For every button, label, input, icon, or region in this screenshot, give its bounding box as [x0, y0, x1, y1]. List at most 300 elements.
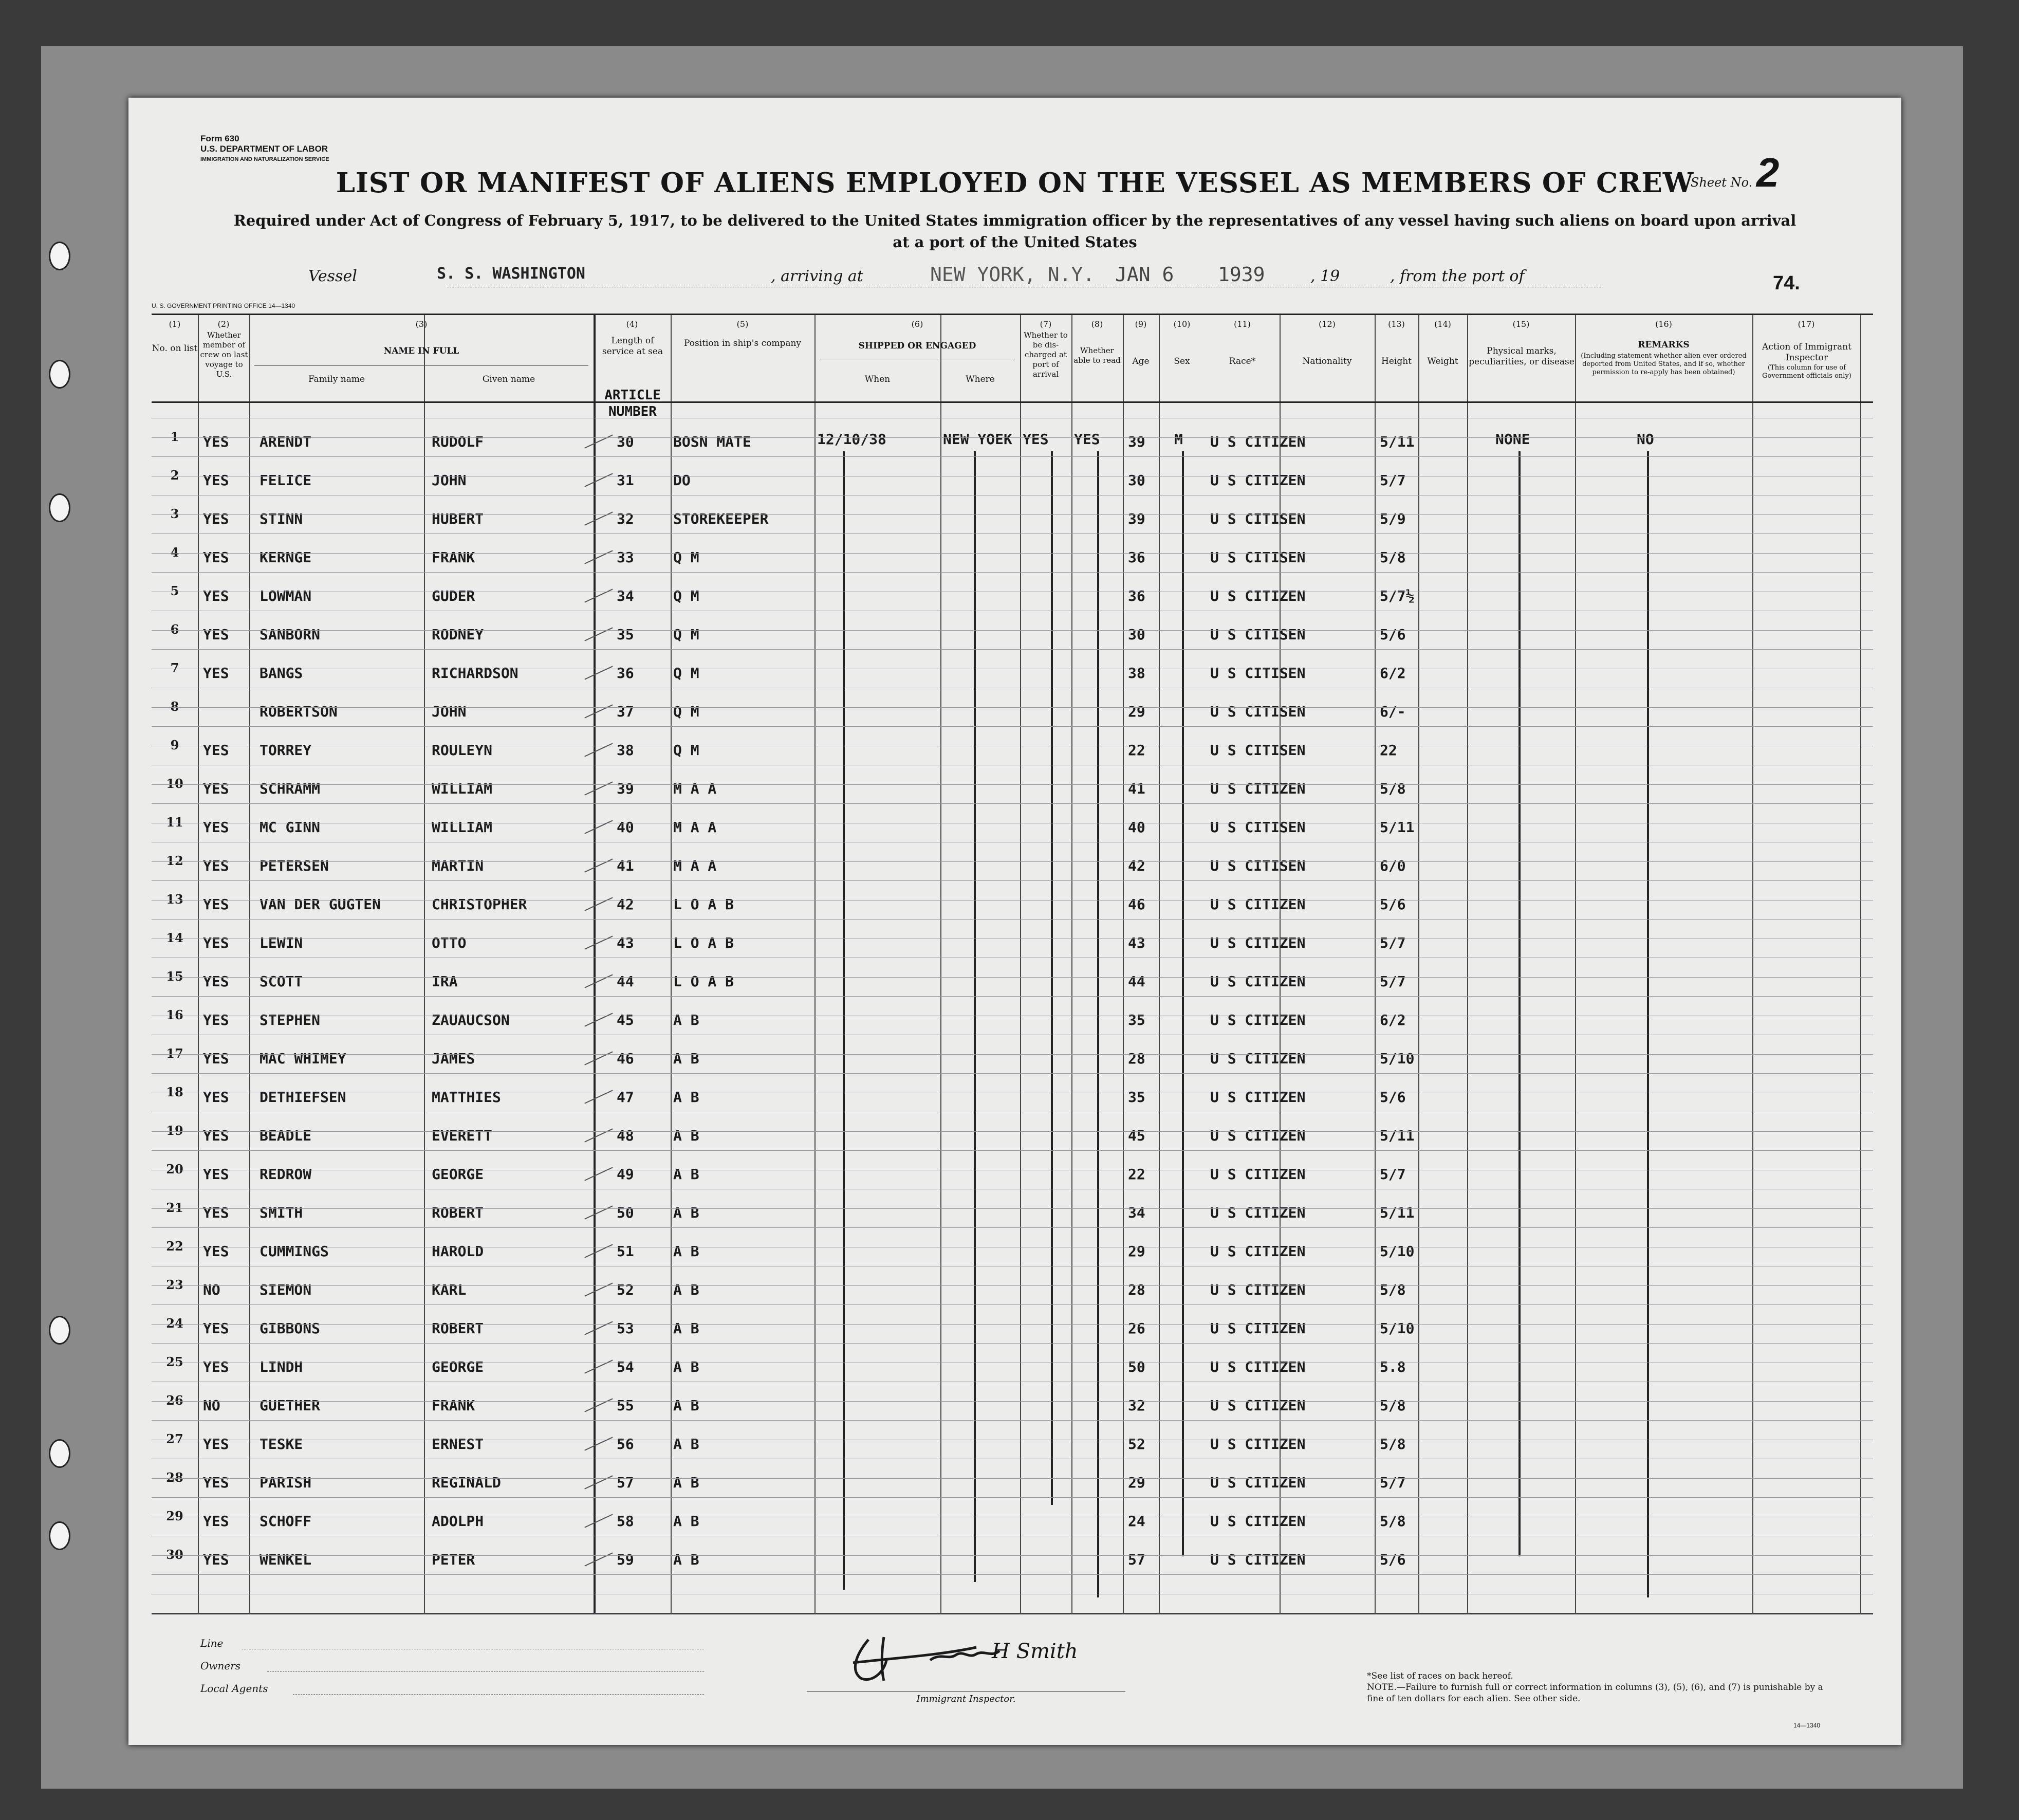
given-name: RICHARDSON [432, 665, 518, 682]
ruled-line [152, 726, 1873, 727]
year-prefix: , 19 [1310, 267, 1340, 285]
form-header [200, 134, 329, 164]
height: 5/7 [1380, 1474, 1406, 1491]
last-voyage-value: YES [203, 1474, 229, 1491]
ruled-line [152, 1131, 1873, 1132]
position: Q M [673, 742, 699, 759]
header-age: Age [1132, 356, 1150, 366]
race-nationality: U S CITIZEN [1210, 1320, 1306, 1337]
ruled-line [152, 1420, 1873, 1421]
height: 5/11 [1380, 1204, 1415, 1221]
last-voyage-value: YES [203, 1436, 229, 1453]
column-number: (16) [1655, 319, 1672, 329]
race-nationality: U S CITISEN [1210, 819, 1306, 836]
age: 35 [1128, 1089, 1145, 1106]
row-number: 25 [166, 1354, 183, 1369]
family-name: REDROW [260, 1166, 312, 1183]
ditto-mark [1182, 451, 1184, 1556]
check-tick [584, 1128, 613, 1142]
position: A B [673, 1166, 699, 1183]
last-voyage-value: YES [203, 780, 229, 797]
height: 5.8 [1380, 1358, 1406, 1375]
article-number: 41 [617, 857, 634, 874]
last-voyage-value: YES [203, 934, 229, 951]
article-number: 51 [617, 1243, 634, 1260]
header-nationality: Nationality [1302, 356, 1352, 366]
race-nationality: U S CITIZEN [1210, 1012, 1306, 1028]
column-number: (7) [1040, 319, 1052, 329]
check-tick [584, 1167, 613, 1181]
family-name: TORREY [260, 742, 312, 759]
check-tick [584, 1359, 613, 1373]
from-port-label: , from the port of [1390, 267, 1525, 285]
height: 5/10 [1380, 1243, 1415, 1260]
position: Q M [673, 549, 699, 566]
age: 28 [1128, 1281, 1145, 1298]
height: 22 [1380, 742, 1397, 759]
article-number: 38 [617, 742, 634, 759]
position: M A A [673, 857, 717, 874]
position: A B [673, 1320, 699, 1337]
given-name: CHRISTOPHER [432, 896, 527, 913]
article-number: 33 [617, 549, 634, 566]
ruled-line [152, 803, 1873, 804]
family-name: SCOTT [260, 973, 303, 990]
row-number: 23 [166, 1277, 183, 1292]
row-number: 17 [166, 1046, 183, 1061]
header-remarks: REMARKS [1638, 340, 1690, 350]
table-row [152, 1084, 1873, 1119]
ruled-line [152, 572, 1873, 573]
article-number: 58 [617, 1513, 634, 1530]
family-name: WENKEL [260, 1551, 312, 1568]
height: 6/- [1380, 703, 1406, 720]
race-nationality: U S CITIZEN [1210, 1551, 1306, 1568]
position: A B [673, 1358, 699, 1375]
family-name: ROBERTSON [260, 703, 338, 720]
height: 5/8 [1380, 780, 1406, 797]
given-name: FRANK [432, 1397, 475, 1414]
article-number: 47 [617, 1089, 634, 1106]
row-number: 11 [166, 815, 183, 830]
age: 42 [1128, 857, 1145, 874]
table-row [152, 506, 1873, 541]
race-nationality: U S CITIZEN [1210, 780, 1306, 797]
last-voyage-value: YES [203, 1243, 229, 1260]
age: 22 [1128, 1166, 1145, 1183]
position: Q M [673, 587, 699, 604]
ruled-line [152, 649, 1873, 650]
discharged-value: YES [1023, 431, 1049, 448]
row-number: 7 [170, 660, 179, 675]
height: 6/2 [1380, 665, 1406, 682]
article-number: 45 [617, 1012, 634, 1028]
column-number: (12) [1319, 319, 1336, 329]
department: U.S. DEPARTMENT OF LABOR [200, 144, 328, 154]
ruled-line [152, 707, 1873, 708]
ruled-line [152, 861, 1873, 862]
table-row [152, 1431, 1873, 1466]
height: 6/0 [1380, 857, 1406, 874]
race-nationality: U S CITISEN [1210, 626, 1306, 643]
race-nationality: U S CITIZEN [1210, 472, 1306, 489]
table-row [152, 776, 1873, 811]
article-number: 53 [617, 1320, 634, 1337]
header-action-note: (This column for use of Government officials only) [1762, 364, 1851, 380]
height: 5/8 [1380, 1513, 1406, 1530]
given-name: JAMES [432, 1050, 475, 1067]
age: 35 [1128, 1012, 1145, 1028]
row-number: 22 [166, 1239, 183, 1254]
ruled-line [152, 1324, 1873, 1325]
height: 5/6 [1380, 896, 1406, 913]
signature-text: H Smith [992, 1640, 1078, 1663]
race-nationality: U S CITISEN [1210, 665, 1306, 682]
given-name: ERNEST [432, 1436, 484, 1453]
position: Q M [673, 665, 699, 682]
column-number: (15) [1512, 319, 1530, 329]
family-name: VAN DER GUGTEN [260, 896, 381, 913]
check-tick [584, 589, 613, 602]
last-voyage-value: YES [203, 1089, 229, 1106]
article-number: 30 [617, 433, 634, 450]
header-height: Height [1381, 356, 1412, 366]
race-nationality: U S CITIZEN [1210, 1204, 1306, 1221]
ruled-line [152, 1343, 1873, 1344]
age: 50 [1128, 1358, 1145, 1375]
last-voyage-value: YES [203, 896, 229, 913]
check-tick [584, 743, 613, 757]
given-name: GUDER [432, 587, 475, 604]
age: 43 [1128, 934, 1145, 951]
position: M A A [673, 780, 717, 797]
column-number: (2) [217, 319, 230, 329]
footer-labels [200, 1632, 268, 1700]
ruled-line [152, 880, 1873, 881]
last-voyage-value: YES [203, 1204, 229, 1221]
age: 44 [1128, 973, 1145, 990]
row-number: 29 [166, 1509, 183, 1523]
height: 5/6 [1380, 1551, 1406, 1568]
height: 5/11 [1380, 1127, 1415, 1144]
race-nationality: U S CITIZEN [1210, 1127, 1306, 1144]
height: 5/11 [1380, 433, 1415, 450]
table-row [152, 545, 1873, 580]
race-nationality: U S CITIZEN [1210, 1050, 1306, 1067]
article-number: 32 [617, 510, 634, 527]
check-tick [584, 1552, 613, 1566]
ruled-line [152, 1150, 1873, 1151]
article-number: 43 [617, 934, 634, 951]
ditto-mark [1518, 451, 1521, 1556]
ruled-line [152, 437, 1873, 438]
ditto-mark [1051, 451, 1053, 1505]
table-row [152, 1509, 1873, 1543]
header-position: Position in ship's company [683, 338, 802, 348]
column-number: (5) [736, 319, 749, 329]
ruled-line [152, 1401, 1873, 1402]
height: 5/8 [1380, 1397, 1406, 1414]
ruled-line [152, 1574, 1873, 1575]
table-row [152, 1046, 1873, 1081]
age: 39 [1128, 433, 1145, 450]
header-sex: Sex [1174, 356, 1190, 366]
last-voyage-value: YES [203, 510, 229, 527]
position: A B [673, 1551, 699, 1568]
able-to-read-value: YES [1074, 431, 1100, 448]
race-nationality: U S CITIZEN [1210, 1474, 1306, 1491]
given-name: KARL [432, 1281, 467, 1298]
check-tick [584, 897, 613, 911]
row-number: 14 [166, 930, 183, 945]
position: L O A B [673, 896, 734, 913]
ruled-line [152, 1285, 1873, 1286]
header-remarks-note: (Including statement whether alien ever ordered deported from United States, and if so, whether permission to re-apply has been obtained) [1581, 352, 1747, 376]
age: 29 [1128, 703, 1145, 720]
age: 36 [1128, 549, 1145, 566]
given-name: FRANK [432, 549, 475, 566]
height: 5/7 [1380, 973, 1406, 990]
given-name: ZAUAUCSON [432, 1012, 510, 1028]
last-voyage-value: YES [203, 1012, 229, 1028]
header-able-to-read: Whether able to read [1073, 346, 1121, 365]
age: 57 [1128, 1551, 1145, 1568]
last-voyage-value: YES [203, 1551, 229, 1568]
table-row [152, 583, 1873, 618]
table-row [152, 1547, 1873, 1582]
header-physical-marks: Physical marks, peculiarities, or disease [1469, 346, 1575, 367]
crew-table [152, 314, 1873, 1614]
family-name: SCHRAMM [260, 780, 321, 797]
race-nationality: U S CITIZEN [1210, 1243, 1306, 1260]
check-tick [584, 974, 613, 988]
ruled-line [152, 919, 1873, 920]
age: 29 [1128, 1243, 1145, 1260]
position: A B [673, 1050, 699, 1067]
position: A B [673, 1127, 699, 1144]
last-voyage-value: YES [203, 665, 229, 682]
race-nationality: U S CITIZEN [1210, 973, 1306, 990]
article-number: 36 [617, 665, 634, 682]
ditto-mark [1097, 451, 1099, 1597]
age: 40 [1128, 819, 1145, 836]
article-number: 48 [617, 1127, 634, 1144]
page-subtitle: Required under Act of Congress of February 5, 1917, to be delivered to the United States immigration officer by the representatives of any vessel having such aliens on board upon arrival at a port of the United States [233, 212, 1796, 251]
last-voyage-value: YES [203, 1166, 229, 1183]
sex-value: M [1174, 431, 1183, 448]
given-name: GEORGE [432, 1358, 484, 1375]
column-number: (3) [415, 319, 428, 329]
position: A B [673, 1513, 699, 1530]
position: A B [673, 1089, 699, 1106]
age: 38 [1128, 665, 1145, 682]
column-number: (1) [169, 319, 181, 329]
position: A B [673, 1281, 699, 1298]
arriving-label: , arriving at [771, 267, 863, 285]
last-voyage-value: YES [203, 819, 229, 836]
column-number: (14) [1434, 319, 1451, 329]
table-row [152, 468, 1873, 503]
check-tick [584, 434, 613, 448]
arrival-date: JAN 6 [1115, 263, 1174, 286]
check-tick [584, 1013, 613, 1026]
given-name: GEORGE [432, 1166, 484, 1183]
check-tick [584, 473, 613, 487]
table-row [152, 1277, 1873, 1312]
given-name: ROBERT [432, 1320, 484, 1337]
family-name: ARENDT [260, 433, 312, 450]
punch-hole [49, 242, 70, 270]
punch-hole [49, 360, 70, 389]
footer-notes [1367, 1670, 1840, 1704]
check-tick [584, 781, 613, 795]
check-tick [584, 935, 613, 949]
table-row [152, 622, 1873, 657]
height: 5/6 [1380, 1089, 1406, 1106]
family-name: SANBORN [260, 626, 321, 643]
race-nationality: U S CITIZEN [1210, 433, 1306, 450]
family-name: DETHIEFSEN [260, 1089, 346, 1106]
table-row [152, 930, 1873, 965]
age: 45 [1128, 1127, 1145, 1144]
check-tick [584, 1051, 613, 1065]
race-nationality: U S CITIZEN [1210, 1358, 1306, 1375]
ruled-line [152, 456, 1873, 457]
article-number: 42 [617, 896, 634, 913]
race-nationality: U S CITIZEN [1210, 896, 1306, 913]
ruled-line [152, 977, 1873, 978]
family-name: GUETHER [260, 1397, 321, 1414]
check-tick [584, 1475, 613, 1489]
signature-line [807, 1691, 1125, 1692]
given-name: REGINALD [432, 1474, 501, 1491]
race-nationality: U S CITIZEN [1210, 587, 1306, 604]
article-number: 57 [617, 1474, 634, 1491]
header-no-on-list: No. on list [152, 343, 198, 354]
article-number: 55 [617, 1397, 634, 1414]
check-tick [584, 627, 613, 641]
row-number: 19 [166, 1123, 183, 1138]
article-number: 44 [617, 973, 634, 990]
ditto-mark [843, 451, 845, 1590]
article-number: 56 [617, 1436, 634, 1453]
age: 24 [1128, 1513, 1145, 1530]
vessel-label: Vessel [308, 267, 357, 285]
column-number: (11) [1234, 319, 1251, 329]
given-name: OTTO [432, 934, 467, 951]
family-name: LOWMAN [260, 587, 312, 604]
check-tick [584, 1437, 613, 1450]
height: 6/2 [1380, 1012, 1406, 1028]
race-note: *See list of races on back hereof. [1367, 1671, 1513, 1681]
header-where: Where [966, 374, 995, 384]
punch-hole [49, 1521, 70, 1550]
article-number: 54 [617, 1358, 634, 1375]
row-number: 5 [170, 583, 179, 598]
row-number: 4 [170, 545, 179, 560]
article-number: 31 [617, 472, 634, 489]
family-name: GIBBONS [260, 1320, 321, 1337]
family-name: LEWIN [260, 934, 303, 951]
family-name: MAC WHIMEY [260, 1050, 346, 1067]
vessel-name: S. S. WASHINGTON [437, 265, 585, 283]
given-name: MARTIN [432, 857, 484, 874]
article-number: 34 [617, 587, 634, 604]
age: 28 [1128, 1050, 1145, 1067]
height: 5/7 [1380, 1166, 1406, 1183]
header-discharged: Whether to be dis-charged at port of arrival [1024, 330, 1068, 379]
punch-hole [49, 493, 70, 522]
article-number: 35 [617, 626, 634, 643]
header-action: Action of Immigrant Inspector [1762, 342, 1851, 363]
ruled-line [152, 1304, 1873, 1305]
column-number: (6) [911, 319, 923, 329]
row-number: 27 [166, 1431, 183, 1446]
page-title: LIST OR MANIFEST OF ALIENS EMPLOYED ON THE VESSEL AS MEMBERS OF CREW [336, 167, 1694, 199]
table-row [152, 1007, 1873, 1042]
article-number: 49 [617, 1166, 634, 1183]
height: 5/6 [1380, 626, 1406, 643]
check-tick [584, 1282, 613, 1296]
column-number: (17) [1798, 319, 1815, 329]
last-voyage-value: YES [203, 857, 229, 874]
physical-marks-value: NONE [1495, 431, 1530, 448]
age: 30 [1128, 472, 1145, 489]
column-number: (9) [1135, 319, 1147, 329]
family-name: BANGS [260, 665, 303, 682]
age: 22 [1128, 742, 1145, 759]
form-number: Form 630 [200, 134, 239, 143]
race-nationality: U S CITISEN [1210, 857, 1306, 874]
check-tick [584, 1244, 613, 1258]
table-row [152, 699, 1873, 734]
ruled-line [152, 1555, 1873, 1556]
given-name: PETER [432, 1551, 475, 1568]
position: A B [673, 1012, 699, 1028]
given-name: ADOLPH [432, 1513, 484, 1530]
given-name: HUBERT [432, 510, 484, 527]
shipped-when: 12/10/38 [817, 431, 886, 448]
row-number: 13 [166, 892, 183, 907]
printer-imprint: U. S. GOVERNMENT PRINTING OFFICE 14—1340 [152, 302, 295, 309]
row-number: 15 [166, 969, 183, 984]
last-voyage-value: YES [203, 1127, 229, 1144]
last-voyage-value: YES [203, 549, 229, 566]
ruled-line [152, 630, 1873, 631]
punch-hole [49, 1316, 70, 1345]
header-family-name: Family name [308, 374, 365, 384]
inspector-signature [807, 1629, 1125, 1686]
family-name: PETERSEN [260, 857, 329, 874]
race-nationality: U S CITIZEN [1210, 1397, 1306, 1414]
family-name: SMITH [260, 1204, 303, 1221]
footer-line [267, 1671, 704, 1672]
header-when: When [864, 374, 891, 384]
check-tick [584, 511, 613, 525]
ruled-line [152, 553, 1873, 554]
age: 41 [1128, 780, 1145, 797]
race-nationality: U S CITIZEN [1210, 1089, 1306, 1106]
height: 5/7 [1380, 472, 1406, 489]
article-number: 46 [617, 1050, 634, 1067]
row-number: 26 [166, 1393, 183, 1408]
family-name: MC GINN [260, 819, 321, 836]
age: 26 [1128, 1320, 1145, 1337]
height: 5/10 [1380, 1050, 1415, 1067]
given-name: IRA [432, 973, 458, 990]
height: 5/7 [1380, 934, 1406, 951]
header-last-voyage: Whether member of crew on last voyage to U.S. [200, 330, 248, 379]
